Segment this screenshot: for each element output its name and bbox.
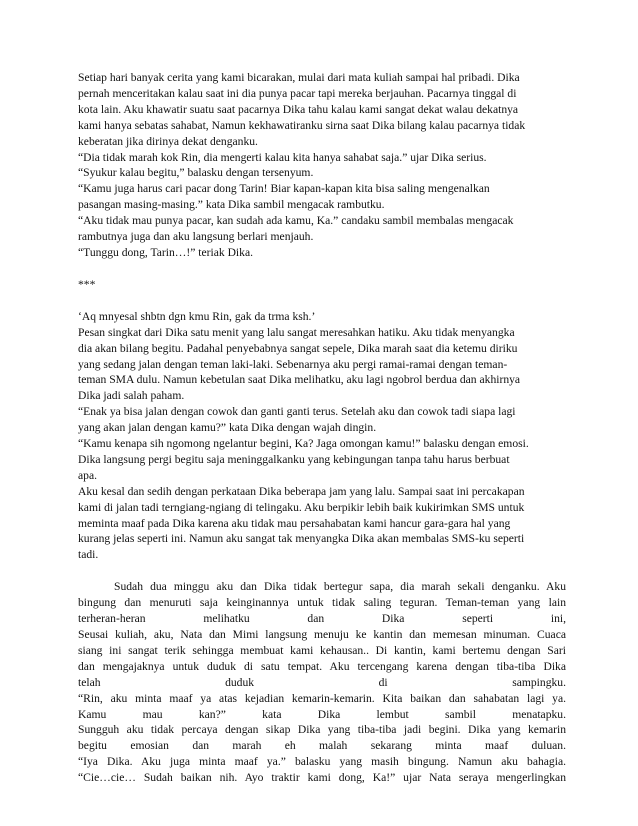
section-separator: ***	[78, 277, 96, 291]
document-page	[78, 70, 566, 786]
text-line: “Aku tidak mau punya pacar, kan sudah ada kamu, Ka.” candaku sambil membalas mengacak	[78, 214, 514, 228]
text-line: “Enak ya bisa jalan dengan cowok dan ganti ganti terus. Setelah aku dan cowok tadi siapa lagi	[78, 405, 516, 419]
text-line: yang sedang jalan dengan teman laki-laki. Sebenarnya aku pergi ramai-ramai dengan teman-	[78, 357, 508, 371]
text-line: “Iya Dika. Aku juga minta maaf ya.” balasku yang masih bingung. Namun aku bahagia.	[78, 755, 566, 769]
text-line: kami hanya sebatas sahabat, Namun kekhawatiranku sirna saat Dika bilang kalau pacarnya tidak	[78, 118, 526, 132]
text-line: “Tunggu dong, Tarin…!” teriak Dika.	[78, 245, 253, 259]
text-line: “Cie…cie… Sudah baikan nih. Ayo traktir kami dong, Ka!” ujar Nata seraya mengerlingkan	[78, 771, 566, 785]
text-line: “Syukur kalau begitu,” balasku dengan tersenyum.	[78, 166, 314, 180]
sms-message-line: ‘Aq mnyesal shbtn dgn kmu Rin, gak da trma ksh.’	[78, 309, 316, 323]
text-line: kurang jelas seperti ini. Namun aku sangat tak menyangka Dika akan membalas SMS-ku seperti	[78, 532, 525, 546]
text-line: dia akan bilang begitu. Padahal penyebabnya sangat sepele, Dika marah saat dia ketemu diriku	[78, 341, 518, 355]
text-line: kota lain. Aku khawatir suatu saat pacarnya Dika tahu kalau kami sangat dekat walau dekatnya	[78, 102, 519, 116]
text-line: siang ini sangat terik sehingga membuat kami kehausan.. Di kantin, kami bertemu dengan Sari	[78, 643, 566, 657]
text-line: Dika jadi salah paham.	[78, 389, 185, 403]
text-line: terheran-heran melihatku dan Dika seperti ini,	[78, 612, 566, 626]
text-line: “Dia tidak marah kok Rin, dia mengerti kalau kita hanya sahabat saja.” ujar Dika serius.	[78, 150, 487, 164]
paragraph-section-1	[78, 70, 566, 261]
text-line: teman SMA dulu. Namun kebetulan saat Dika melihatku, aku lagi ngobrol berdua dan akhirnya	[78, 373, 521, 387]
text-line: tadi.	[78, 548, 99, 562]
text-line: pernah menceritakan kalau saat ini dia punya pacar tapi mereka berjauhan. Pacarnya tinggal di	[78, 86, 517, 100]
text-line: yang akan jalan dengan kamu?” kata Dika dengan wajah dingin.	[78, 421, 377, 435]
text-line: keberatan jika dirinya dekat denganku.	[78, 134, 258, 148]
text-line: pasangan masing-masing.” kata Dika sambil mengacak rambutku.	[78, 198, 385, 212]
text-line: “Kamu kenapa sih ngomong ngelantur begini, Ka? Jaga omongan kamu!” balasku dengan emosi.	[78, 437, 529, 451]
text-line: Aku kesal dan sedih dengan perkataan Dika beberapa jam yang lalu. Sampai saat ini percakapan	[78, 484, 525, 498]
text-line: dan mengajaknya untuk duduk di satu tempat. Aku tercengang karena dengan tiba-tiba Dika	[78, 659, 566, 673]
text-line: Pesan singkat dari Dika satu menit yang lalu sangat meresahkan hatiku. Aku tidak menyangka	[78, 325, 515, 339]
text-line-indented: Sudah dua minggu aku dan Dika tidak bertegur sapa, dia marah sekali denganku. Aku	[114, 580, 566, 594]
paragraph-section-3	[78, 579, 566, 786]
text-line: Seusai kuliah, aku, Nata dan Mimi langsung menuju ke kantin dan memesan minuman. Cuaca	[78, 628, 566, 641]
text-line: Kamu mau kan?” kata Dika lembut sambil menatapku.	[78, 707, 566, 721]
text-line: meminta maaf pada Dika karena aku tidak mau persahabatan kami hancur gara-gara hal yang	[78, 516, 511, 530]
text-line: apa.	[78, 468, 97, 482]
text-line: bingung dan menuruti saja keinginannya untuk tidak saling teguran. Teman-teman yang lain	[78, 596, 566, 610]
text-line: Dika langsung pergi begitu saja meninggalkanku yang kebingungan tanpa tahu harus berbuat	[78, 452, 510, 466]
text-line: Sungguh aku tidak percaya dengan sikap Dika yang tiba-tiba jadi begini. Dika yang kemarin	[78, 723, 566, 737]
text-line: kami di jalan tadi terngiang-ngiang di telingaku. Aku berpikir lebih baik kukirimkan SMS untuk	[78, 500, 525, 514]
text-line: telah duduk di sampingku.	[78, 675, 566, 689]
text-line: “Rin, aku minta maaf ya atas kejadian kemarin-kemarin. Kita baikan dan sahabatan lagi ya.	[78, 691, 566, 705]
text-line: begitu emosian dan marah eh malah sekarang minta maaf duluan.	[78, 739, 566, 753]
text-line: rambutnya juga dan aku langsung berlari menjauh.	[78, 230, 314, 244]
paragraph-section-2	[78, 309, 566, 564]
text-line: “Kamu juga harus cari pacar dong Tarin! Biar kapan-kapan kita bisa saling mengenalkan	[78, 182, 490, 196]
text-line: Setiap hari banyak cerita yang kami bicarakan, mulai dari mata kuliah sampai hal pribadi. Dika	[78, 71, 520, 84]
